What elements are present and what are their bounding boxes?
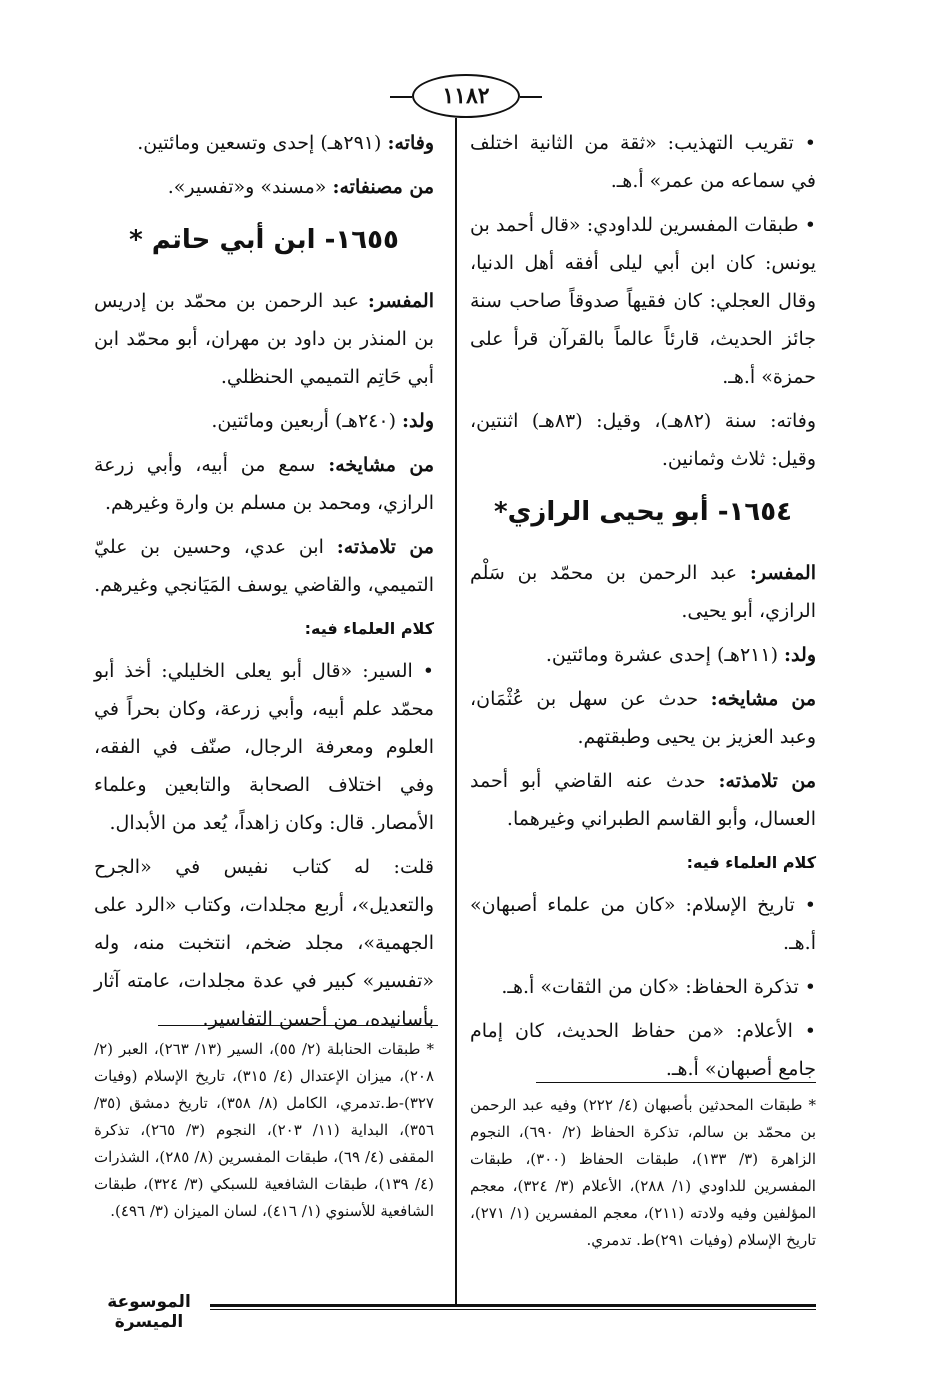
field-value: عبد الرحمن بن محمّد بن سَلْم الرازي، أبو يحيى. — [470, 562, 816, 622]
born-line — [94, 402, 434, 440]
field-label: ولد: — [784, 644, 816, 666]
field-value: (٢١١هـ) إحدى عشرة ومائتين. — [545, 644, 778, 666]
field-label: وفاته: — [387, 132, 434, 154]
born-line — [470, 636, 816, 674]
quote: • السير: «قال أبو يعلى الخليلي: أخذ أبو محمّد علم أبيه، وأبي زرعة، وكان بحراً في العلوم ومعرفة الرجال، صنّف في الفقه، وفي اختلاف الصحابة والتابعين وعلماء الأمصار. قال: وكان زاهداً، يُعد من الأبدال. — [94, 660, 434, 834]
footnote-rule — [158, 1025, 438, 1026]
paragraph: • طبقات المفسرين للداودي: «قال أحمد بن يونس: كان ابن أبي ليلى أفقه أهل الدنيا، وقال العجلي: كان فقيهاً صدوقاً صاحب سنة جائز الحديث، قارئاً عالماً بالقرآن قرأ على حمزة» أ.هـ. — [470, 214, 816, 388]
field-label: المفسر: — [749, 562, 817, 584]
paragraph: وفاته: سنة (٨٢هـ)، وقيل: (٨٣هـ) اثنتين، وقيل: ثلاث وثمانين. — [470, 410, 817, 470]
field-label: من مشايخه: — [328, 454, 434, 476]
entry-title: ١٦٥٤- أبو يحيى الرازي* — [494, 497, 792, 527]
field-value: عبد الرحمن بن محمّد بن إدريس بن المنذر بن داود بن مهران، أبو محمّد ابن أبي حَاتِم التميمي الحنظلي. — [94, 290, 434, 388]
field-label: من مصنفاته: — [332, 176, 434, 198]
footnote-rule — [536, 1082, 816, 1083]
field-label: من تلامذته: — [718, 770, 816, 792]
works-line — [94, 168, 434, 206]
students-line — [94, 528, 434, 604]
field-value: (٢٤٠هـ) أربعين ومائتين. — [211, 410, 396, 432]
footer-rule-thin — [210, 1309, 816, 1310]
teachers-line — [470, 680, 816, 756]
footnote-left: * طبقات الحنابلة (٢/ ٥٥)، السير (١٣/ ٢٦٣)، العبر (٢/ ٢٠٨)، ميزان الإعتدال (٤/ ٣١٥)، تاريخ الإسلام (وفيات ٣٢٧)-ط.تدمري، الكامل (٨/ ٣٥٨)، تاريخ دمشق (٣٥/ ٣٥٦)، البداية (١١/ ٢٠٣)، النجوم (٣/ ٢٦٥)، تذكرة المقفى (٤/ ٦٩)، طبقات المفسرين (٨/ ٢٨٥)، الشذرات (٤/ ١٣٩)، طبقات الشافعية للسبكي (٣/ ٣٢٤)، طبقات الشافعية للأسنوي (١/ ٤١٦)، لسان الميزان (٣/ ٤٩٦). — [94, 1040, 435, 1220]
mufassir-line — [470, 554, 816, 630]
teachers-line — [94, 446, 434, 522]
field-label: من مشايخه: — [710, 688, 816, 710]
quote: • تذكرة الحفاظ: «كان من الثقات» أ.هـ. — [501, 976, 816, 998]
field-label: ولد: — [402, 410, 434, 432]
field-label: من تلامذته: — [336, 536, 434, 558]
field-value: حدث عنه القاضي أبو أحمد العسال، وأبو القاسم الطبراني وغيرهما. — [470, 770, 816, 830]
entry-title: ١٦٥٥- ابن أبي حاتم * — [129, 225, 399, 255]
column-divider — [455, 118, 457, 1306]
quote: • تاريخ الإسلام: «كان من علماء أصبهان» أ.هـ. — [470, 894, 816, 954]
quote: • الأعلام: «من حفاظ الحديث، كان إمام جامع أصبهان» أ.هـ. — [470, 1020, 816, 1080]
footer-rule — [210, 1304, 816, 1307]
quote: قلت: له كتاب نفيس في «الجرح والتعديل»، أربع مجلدات، وكتاب «الرد على الجهمية»، مجلد ضخم، انتخبت منه، وله «تفسير» كبير في عدة مجلدات، عامته آثار بأسانيده، من أحسن التفاسير. — [94, 856, 434, 1030]
field-value: «مسند» و«تفسير». — [167, 176, 327, 198]
paragraph: • تقريب التهذيب: «ثقة من الثانية اختلف في سماعه من عمر» أ.هـ. — [470, 132, 816, 192]
students-line — [470, 762, 816, 838]
field-value: حدث عن سهل بن عُثْمَان، وعبد العزيز بن يحيى وطبقتهم. — [470, 688, 816, 748]
section-heading: كلام العلماء فيه: — [686, 853, 816, 872]
right-column — [470, 124, 816, 1094]
footnote-right: * طبقات المحدثين بأصبهان (٤/ ٢٢٢) وفيه عبد الرحمن بن محمّد بن سالم، تذكرة الحفاظ (٢/ ٦٩٠)، النجوم الزاهرة (٣/ ١٣٣)، طبقات الحفاظ (٣٠٠)، طبقات المفسرين للداودي (١/ ٢٨٨)، الأعلام (٣/ ٣٢٤)، معجم المؤلفين وفيه ولادته (٢١١)، معجم المفسرين (١/ ٢٧١)، تاريخ الإسلام (وفيات ٢٩١)ط. تدمري. — [470, 1096, 816, 1249]
field-value: (٢٩١هـ) إحدى وتسعين ومائتين. — [137, 132, 382, 154]
mufassir-line — [94, 282, 434, 396]
field-label: المفسر: — [367, 290, 434, 312]
footer-title: الموسوعة الميسرة — [107, 1292, 191, 1332]
field-value: سمع من أبيه، وأبي زرعة الرازي، ومحمد بن مسلم بن وارة وغيرهم. — [94, 454, 434, 514]
field-value: ابن عدي، وحسين بن عليّ التميمي، والقاضي يوسف المَيَانجي وغيرهم. — [94, 536, 434, 596]
page-number: ١١٨٢ — [412, 74, 520, 118]
death-line — [94, 124, 434, 162]
section-heading: كلام العلماء فيه: — [304, 619, 434, 638]
left-column — [94, 124, 434, 1044]
